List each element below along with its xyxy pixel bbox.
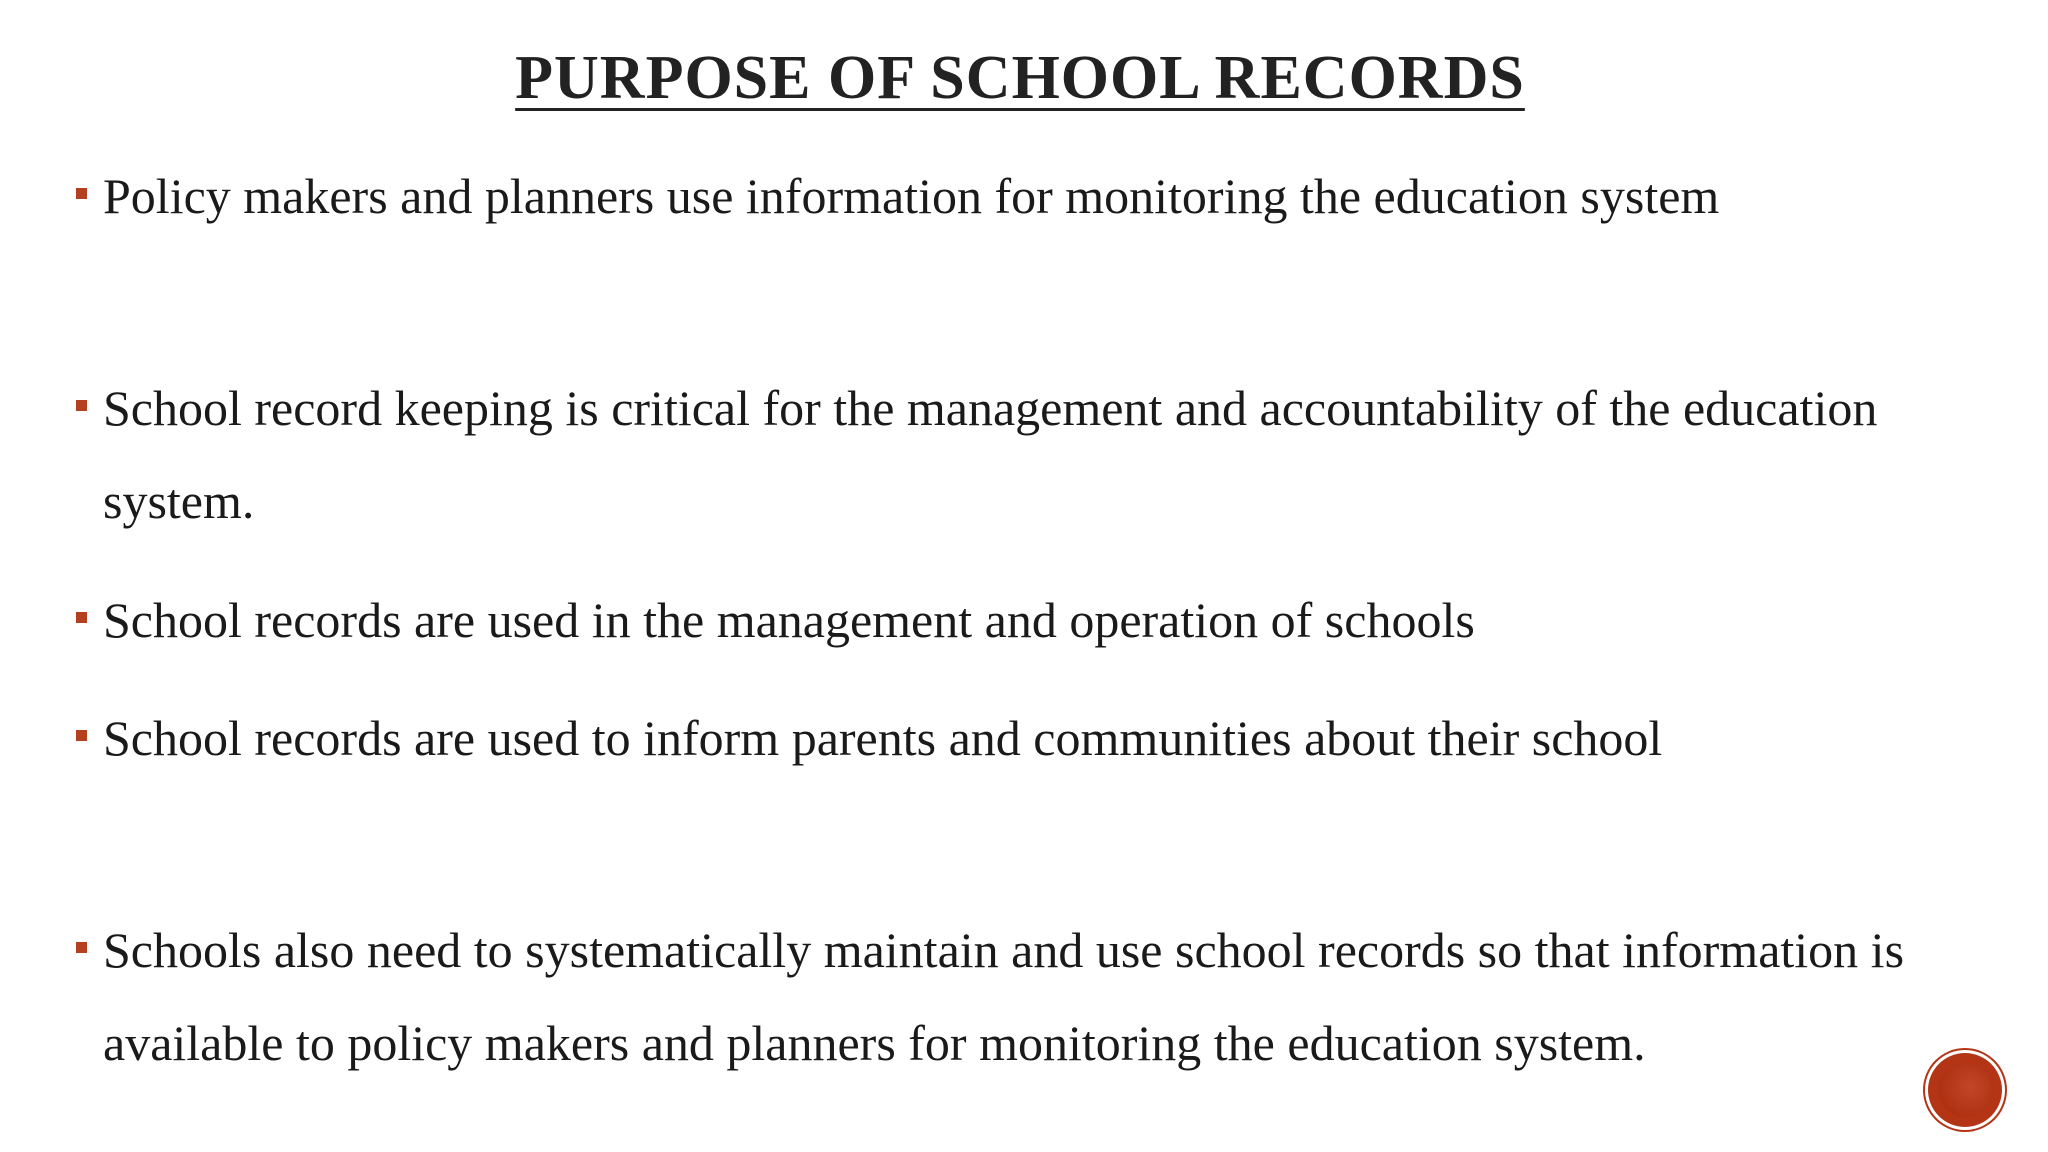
bullet-square-icon: [76, 612, 87, 623]
bullet-square-icon: [76, 188, 87, 199]
bullet-text: Schools also need to systematically maintain and use school records so that information is available to policy makers and planners for monitoring the education system.: [103, 922, 1905, 1071]
bullet-square-icon: [76, 942, 87, 953]
bullet-item: [103, 692, 1963, 785]
bullet-text: School record keeping is critical for the management and accountability of the education system.: [103, 380, 1878, 529]
bullet-square-icon: [76, 730, 87, 741]
bullet-square-icon: [76, 400, 87, 411]
bullet-item: [103, 150, 1963, 243]
bullet-item: [103, 362, 1963, 548]
slide-title: PURPOSE OF SCHOOL RECORDS: [515, 44, 1525, 112]
bullet-text: Policy makers and planners use information for monitoring the education system: [103, 168, 1720, 224]
slide-nav-button[interactable]: [1928, 1053, 2002, 1127]
bullet-item: [103, 574, 1963, 667]
bullet-item: [103, 904, 1963, 1090]
bullet-text: School records are used in the management and operation of schools: [103, 592, 1475, 648]
bullet-text: School records are used to inform parents and communities about their school: [103, 710, 1663, 766]
